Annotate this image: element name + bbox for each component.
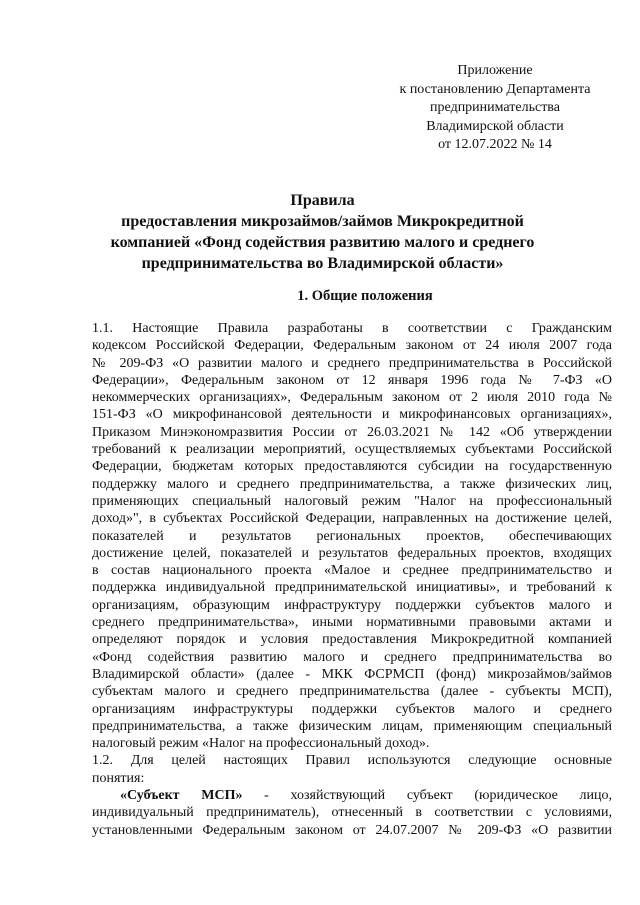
title-line: предпринимательства во Владимирской области» — [141, 255, 504, 272]
body-line: среднего предпринимательства», иными нормативными правовыми актами и — [92, 615, 612, 631]
body-line: Федерации, бюджетам которых предоставляются субсидии на государственную — [92, 459, 612, 475]
body-line: налоговый режим «Налог на профессиональный доход». — [92, 736, 430, 752]
appendix-line: Владимирской области — [426, 118, 564, 134]
term-definition-text: - хозяйствующий субъект (юридическое лицо, — [242, 788, 613, 804]
body-line: Владимирской области» (далее - МКК ФСРМСП (фонд) микрозаймов/займов — [92, 666, 612, 682]
appendix-line: предпринимательства — [430, 100, 560, 115]
appendix-line: к постановлению Департамента — [399, 81, 591, 97]
body-line: поддержка индивидуальной предпринимательской инициативы», и требований к — [92, 580, 612, 596]
body-line: предпринимательства, а также физическим лицам, применяющим специальный — [92, 718, 612, 734]
body-line: установленными Федеральным законом от 24.07.2007 № 209-ФЗ «О развитии — [92, 822, 612, 838]
document-title — [95, 190, 550, 274]
body-line: индивидуальный предприниматель), отнесенный в соответствии с условиями, — [92, 805, 612, 821]
body-line: доход»", в субъектах Российской Федерации, направленных на достижение целей, — [92, 511, 612, 527]
term-definition-line — [92, 787, 612, 804]
body-line: понятия: — [92, 770, 145, 786]
body-line: 151-ФЗ «О микрофинансовой деятельности и микрофинансовых организациях», — [92, 407, 612, 423]
body-line: Федерации», Федеральным законом от 12 января 1996 года № 7-ФЗ «О — [92, 372, 612, 388]
body-line: в состав национального проекта «Малое и среднее предпринимательство и — [92, 563, 612, 579]
body-line: некоммерческих организациях», Федеральным законом от 2 июля 2010 года № — [92, 390, 612, 406]
body-line: требований к реализации мероприятий, осуществляемых субъектами Российской — [92, 442, 612, 458]
body-line: 1.2. Для целей настоящих Правил используются следующие основные — [92, 753, 612, 769]
body-line: определяют порядок и условия предоставления Микрокредитной компанией — [92, 632, 612, 648]
term-subject-msp: «Субъект МСП» — [120, 788, 243, 804]
section-heading: 1. Общие положения — [297, 288, 433, 304]
body-line: кодексом Российской Федерации, Федеральным законом от 24 июля 2007 года — [92, 338, 612, 354]
body-line: поддержку малого и среднего предпринимательства, а также физических лиц, — [92, 476, 612, 492]
title-line: компанией «Фонд содействия развитию малого и среднего — [110, 234, 535, 251]
body-line: организациям, образующим инфраструктуру поддержки субъектов малого и — [92, 597, 612, 613]
body-line: «Фонд содействия развитию малого и среднего предпринимательства во — [92, 649, 612, 665]
appendix-line: от 12.07.2022 № 14 — [438, 137, 552, 152]
body-line: 1.1. Настоящие Правила разработаны в соответствии с Гражданским — [92, 321, 612, 336]
body-line: показателей и результатов региональных проектов, обеспечивающих — [92, 528, 612, 544]
appendix-line: Приложение — [457, 63, 533, 78]
body-line: организациям инфраструктуры поддержки субъектов малого и среднего — [92, 701, 612, 717]
body-line: достижение целей, показателей и результатов федеральных проектов, входящих — [92, 545, 612, 561]
body-line: Приказом Минэкономразвития России от 26.03.2021 № 142 «Об утверждении — [92, 424, 612, 440]
body-text — [92, 320, 612, 839]
body-line: субъектам малого и среднего предпринимательства (далее - субъекты МСП), — [92, 684, 612, 700]
title-line: предоставления микрозаймов/займов Микрокредитной — [121, 213, 524, 230]
appendix-header — [380, 62, 610, 155]
body-line: применяющих специальный налоговый режим "Налог на профессиональный — [92, 493, 612, 509]
body-line: № 209-ФЗ «О развитии малого и среднего предпринимательства в Российской — [92, 355, 612, 371]
title-line: Правила — [290, 192, 355, 209]
